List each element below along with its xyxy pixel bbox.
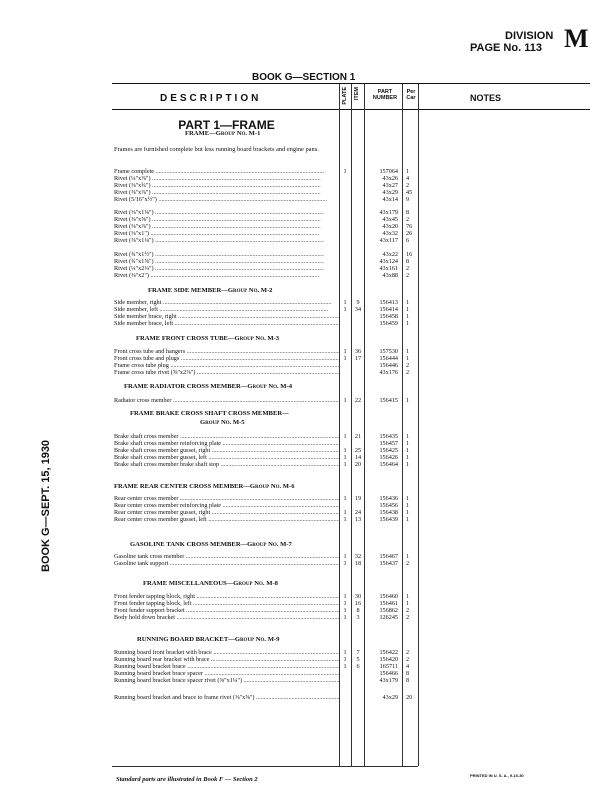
part-description: Gasoline tank cross member ..... [114, 553, 340, 560]
part-number: 156466 [379, 670, 398, 677]
group-heading: FRAME FRONT CROSS TUBE—Group No. M-3 [136, 335, 280, 342]
part-description: Gasoline tank support ..... [114, 560, 340, 567]
item-number: 25 [354, 447, 362, 454]
plate-number: 1 [343, 461, 347, 468]
part-description: Brake shaft cross member brake shaft stop ..... [114, 461, 340, 468]
quantity-per-car: 2 [406, 272, 410, 279]
part-number: 43x88 [382, 272, 398, 279]
page-number: PAGE No. 113 [470, 42, 542, 54]
plate-number: 1 [343, 656, 347, 663]
item-number: 5 [356, 656, 360, 663]
quantity-per-car: 1 [406, 553, 410, 560]
part-description: Rivet (¼"x⅞") ..... [114, 175, 340, 182]
item-number: 19 [354, 495, 362, 502]
quantity-per-car: 1 [406, 516, 410, 523]
plate-number: 1 [343, 433, 347, 440]
part-number: 43x176 [379, 369, 398, 376]
quantity-per-car: 9 [406, 196, 410, 203]
part-number: 43x179 [379, 209, 398, 216]
quantity-per-car: 8 [406, 258, 410, 265]
plate-number: 1 [343, 560, 347, 567]
quantity-per-car: 2 [406, 369, 410, 376]
part-number: 43x14 [382, 196, 398, 203]
quantity-per-car: 2 [406, 656, 410, 663]
item-number: 20 [354, 461, 362, 468]
part-number: 156413 [379, 299, 398, 306]
part-description: Rear center cross member gusset, right ..... [114, 509, 340, 516]
group-heading: FRAME SIDE MEMBER—Group No. M-2 [148, 287, 273, 294]
part-description: Rivet (⅜"x⅞") ..... [114, 223, 340, 230]
quantity-per-car: 8 [406, 677, 410, 684]
part-number: 43x45 [382, 216, 398, 223]
group-heading: FRAME RADIATOR CROSS MEMBER—Group No. M-4 [124, 383, 293, 390]
part-number: 156862 [379, 607, 398, 614]
part-description: Rear center cross member reinforcing plate ..... [114, 502, 340, 509]
part-number: 43x29 [382, 189, 398, 196]
part-number: 156467 [379, 553, 398, 560]
quantity-per-car: 1 [406, 313, 410, 320]
column-rule-per-car [402, 84, 403, 766]
part-number: 157530 [379, 348, 398, 355]
part-number: 156461 [379, 600, 398, 607]
part-description: Rivet (⅜"x¾") ..... [114, 182, 340, 189]
part-number: 156436 [379, 495, 398, 502]
quantity-per-car: 1 [406, 440, 410, 447]
group-heading: FRAME BRAKE CROSS SHAFT CROSS MEMBER— [130, 410, 289, 417]
quantity-per-car: 26 [406, 230, 413, 237]
item-number: 13 [354, 516, 362, 523]
part-number: 156444 [379, 355, 398, 362]
part-number: 43x29 [382, 694, 398, 701]
part-description: Front fender tapping block, right ..... [114, 593, 340, 600]
column-header-plate: PLATE [342, 87, 348, 105]
book-section: BOOK G—SECTION 1 [252, 72, 356, 83]
quantity-per-car: 8 [406, 670, 410, 677]
column-header-per-car: Per Car [406, 89, 416, 101]
quantity-per-car: 1 [406, 320, 410, 327]
item-number: 32 [354, 553, 362, 560]
item-number: 22 [354, 397, 362, 404]
item-number: 36 [354, 348, 362, 355]
part-number: 156456 [379, 502, 398, 509]
group-heading: FRAME—Group No. M-1 [185, 130, 261, 137]
item-number: 24 [354, 509, 362, 516]
quantity-per-car: 2 [406, 560, 410, 567]
part-number: 156426 [379, 454, 398, 461]
part-number: 165711 [379, 663, 398, 670]
quantity-per-car: 2 [406, 216, 410, 223]
part-number: 126245 [379, 614, 398, 621]
quantity-per-car: 1 [406, 348, 410, 355]
quantity-per-car: 1 [406, 502, 410, 509]
part-description: Rivet (⅜"x1⅛") ..... [114, 237, 340, 244]
part-description: Rivet (⅜"x⅞") ..... [114, 189, 340, 196]
part-description: Rivet (¾"x1⅝") ..... [114, 258, 340, 265]
plate-number: 1 [343, 495, 347, 502]
part-description: Brake shaft cross member gusset, right ..... [114, 447, 340, 454]
part-number: 156422 [379, 649, 398, 656]
item-number: 6 [356, 663, 360, 670]
plate-number: 1 [343, 299, 347, 306]
quantity-per-car: 1 [406, 433, 410, 440]
item-number: 30 [354, 593, 362, 600]
part-description: Rivet (⅜"x1") ..... [114, 230, 340, 237]
plate-number: 1 [343, 607, 347, 614]
part-number: 43x161 [379, 265, 398, 272]
quantity-per-car: 6 [406, 237, 410, 244]
plate-number: 1 [343, 454, 347, 461]
part-description: Side member brace, left ..... [114, 320, 340, 327]
quantity-per-car: 1 [406, 299, 410, 306]
part-description: Side member, left ..... [114, 306, 340, 313]
part-description: Rivet (¾"x1½") ..... [114, 251, 340, 258]
part-description: Brake shaft cross member ..... [114, 433, 340, 440]
quantity-per-car: 2 [406, 607, 410, 614]
quantity-per-car: 4 [406, 663, 410, 670]
part-description: Frame complete ..... [114, 168, 340, 175]
column-rule-part [364, 84, 365, 766]
plate-number: 1 [343, 348, 347, 355]
item-number: 9 [356, 299, 360, 306]
part-description: Running board bracket brace spacer ..... [114, 670, 340, 677]
group-heading: GASOLINE TANK CROSS MEMBER—Group No. M-7 [130, 541, 292, 548]
part-number: 156420 [379, 656, 398, 663]
part-number: 43x22 [382, 251, 398, 258]
quantity-per-car: 1 [406, 495, 410, 502]
quantity-per-car: 1 [406, 355, 410, 362]
part-number: 156460 [379, 593, 398, 600]
plate-number: 1 [343, 355, 347, 362]
item-number: 14 [354, 454, 362, 461]
quantity-per-car: 1 [406, 509, 410, 516]
quantity-per-car: 1 [406, 600, 410, 607]
part-description: Running board front bracket with brace ..... [114, 649, 340, 656]
column-header-part-number: PART NUMBER [372, 89, 398, 101]
frame-note: Frames are furnished complete but less running board brackets and engine pans. [114, 146, 319, 153]
table-bottom-rule [112, 766, 418, 767]
plate-number: 1 [343, 168, 347, 175]
quantity-per-car: 1 [406, 593, 410, 600]
plate-number: 1 [343, 553, 347, 560]
part-number: 156458 [379, 313, 398, 320]
part-description: Rear center cross member ..... [114, 495, 340, 502]
quantity-per-car: 2 [406, 182, 410, 189]
column-header-description: DESCRIPTION [160, 93, 262, 104]
part-description: Running board bracket brace spacer rivet (⅜"x1¼") ..... [114, 677, 340, 684]
part-number: 156446 [379, 362, 398, 369]
quantity-per-car: 2 [406, 649, 410, 656]
part-description: Front cross tube and hangers ..... [114, 348, 340, 355]
quantity-per-car: 4 [406, 175, 410, 182]
plate-number: 1 [343, 516, 347, 523]
part-number: 157064 [379, 168, 398, 175]
quantity-per-car: 2 [406, 265, 410, 272]
side-book-date-label: BOOK G—SEPT. 15, 1930 [40, 439, 52, 572]
part-number: 156435 [379, 433, 398, 440]
column-header-notes: NOTES [470, 93, 502, 103]
part-description: Brake shaft cross member gusset, left ..... [114, 454, 340, 461]
quantity-per-car: 1 [406, 306, 410, 313]
part-number: 43x179 [379, 677, 398, 684]
item-number: 3 [356, 614, 360, 621]
part-description: Side member, right ..... [114, 299, 340, 306]
footer-note: Standard parts are illustrated in Book F — Section 2 [116, 776, 258, 783]
quantity-per-car: 1 [406, 461, 410, 468]
part-description: Front fender tapping block, left ..... [114, 600, 340, 607]
part-number: 43x124 [379, 258, 398, 265]
item-number: 21 [354, 433, 362, 440]
plate-number: 1 [343, 509, 347, 516]
quantity-per-car: 8 [406, 209, 410, 216]
plate-number: 1 [343, 649, 347, 656]
quantity-per-car: 2 [406, 614, 410, 621]
part-title: PART 1—FRAME [178, 118, 275, 132]
part-number: 156415 [379, 397, 398, 404]
item-number: 34 [354, 306, 362, 313]
part-description: Running board bracket brace ..... [114, 663, 340, 670]
part-number: 156464 [379, 461, 398, 468]
quantity-per-car: 1 [406, 454, 410, 461]
part-description: Rivet (⅜"x2") ..... [114, 272, 340, 279]
plate-number: 1 [343, 614, 347, 621]
item-number: 18 [354, 560, 362, 567]
part-number: 156425 [379, 447, 398, 454]
part-description: Rivet (5/16"x½") ..... [114, 196, 340, 203]
plate-number: 1 [343, 600, 347, 607]
part-number: 43x27 [382, 182, 398, 189]
column-header-item: ITEM [354, 87, 360, 101]
item-number: 8 [356, 607, 360, 614]
group-heading: Group No. M-5 [200, 419, 245, 426]
quantity-per-car: 1 [406, 168, 410, 175]
quantity-per-car: 45 [406, 189, 413, 196]
part-description: Running board bracket and brace to frame rivet (⅜"x⅝") ..... [114, 694, 340, 701]
division-label: DIVISION [505, 30, 554, 42]
part-description: Rivet (¼"x2¼") ..... [114, 265, 340, 272]
quantity-per-car: 2 [406, 362, 410, 369]
quantity-per-car: 16 [406, 251, 413, 258]
part-description: Rivet (⅜"x⅝") ..... [114, 216, 340, 223]
group-heading: FRAME MISCELLANEOUS—Group No. M-8 [143, 580, 278, 587]
item-number: 16 [354, 600, 362, 607]
plate-number: 1 [343, 663, 347, 670]
part-number: 156439 [379, 516, 398, 523]
quantity-per-car: 1 [406, 397, 410, 404]
part-number: 156414 [379, 306, 398, 313]
part-description: Front cross tube and plugs ..... [114, 355, 340, 362]
part-number: 156459 [379, 320, 398, 327]
item-number: 7 [356, 649, 360, 656]
division-letter: M [564, 24, 589, 53]
part-number: 43x26 [382, 175, 398, 182]
column-rule-notes [418, 84, 419, 766]
quantity-per-car: 76 [406, 223, 413, 230]
item-number: 17 [354, 355, 362, 362]
part-number: 43x20 [382, 223, 398, 230]
plate-number: 1 [343, 306, 347, 313]
printed-stamp: PRINTED IN U. S. A., 9-15-30 [470, 773, 524, 778]
part-number: 43x32 [382, 230, 398, 237]
quantity-per-car: 20 [406, 694, 413, 701]
part-description: Brake shaft cross member reinforcing plate ..... [114, 440, 340, 447]
part-description: Body hold down bracket ..... [114, 614, 340, 621]
part-description: Radiator cross member ..... [114, 397, 340, 404]
part-description: Frame cross tube plug ..... [114, 362, 340, 369]
plate-number: 1 [343, 447, 347, 454]
part-description: Rear center cross member gusset, left ..... [114, 516, 340, 523]
part-number: 156437 [379, 560, 398, 567]
part-number: 43x117 [379, 237, 398, 244]
group-heading: RUNNING BOARD BRACKET—Group No. M-9 [137, 636, 280, 643]
part-description: Rivet (⅜"x1⅛") ..... [114, 209, 340, 216]
quantity-per-car: 1 [406, 447, 410, 454]
part-description: Front fender support bracket ..... [114, 607, 340, 614]
part-description: Running board rear bracket with brace ..... [114, 656, 340, 663]
part-number: 156438 [379, 509, 398, 516]
group-heading: FRAME REAR CENTER CROSS MEMBER—Group No. M-6 [114, 483, 295, 490]
plate-number: 1 [343, 593, 347, 600]
part-description: Frame cross tube rivet (⅝"x2⅞") ..... [114, 369, 340, 376]
part-number: 156457 [379, 440, 398, 447]
part-description: Side member brace, right ..... [114, 313, 340, 320]
plate-number: 1 [343, 397, 347, 404]
